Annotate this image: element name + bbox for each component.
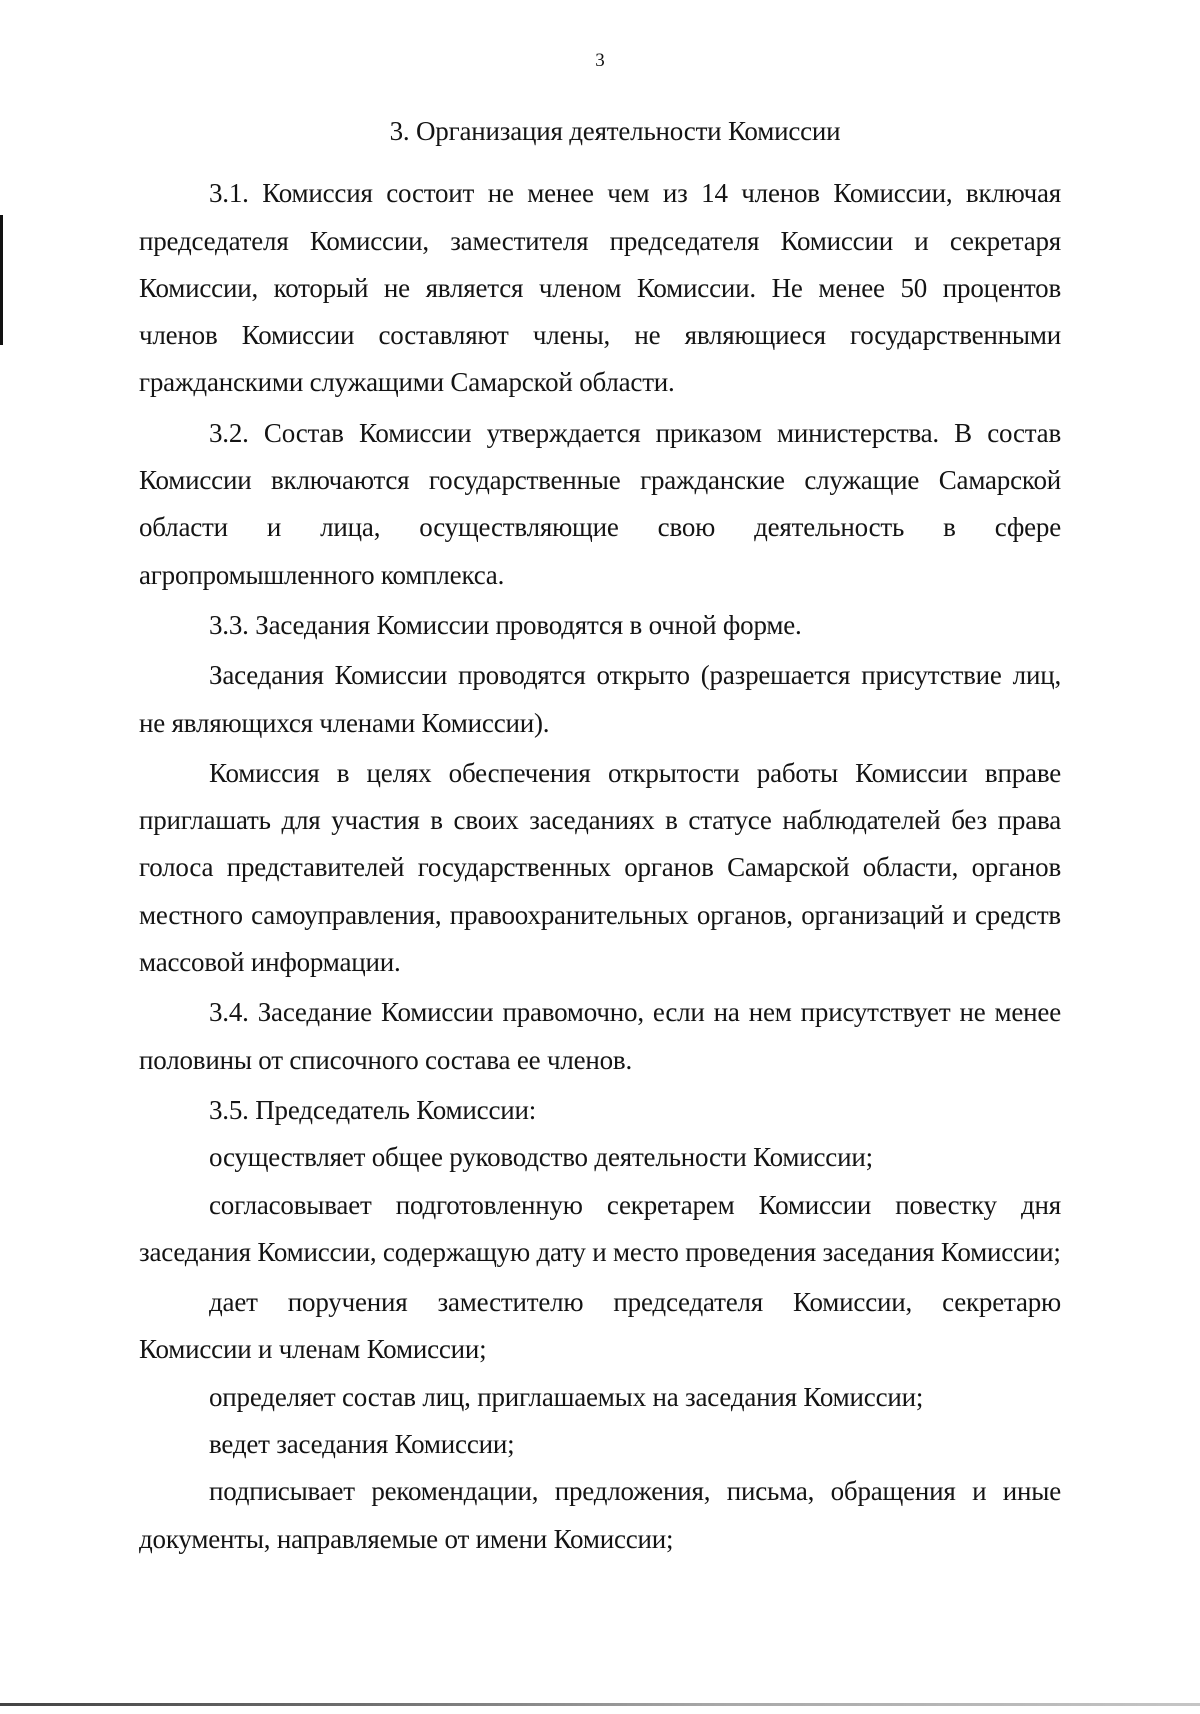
paragraph-observers: Комиссия в целях обеспечения открытости работы Комиссии вправе приглашать для участия в своих заседаниях в статусе наблюдателей без права голоса представителей государственных органов Самарской области, органов местного самоуправления, правоохранительных органов, организаций и средств массовой информации. xyxy=(139,757,1061,978)
paragraph-3-4: 3.4. Заседание Комиссии правомочно, если на нем присутствует не менее половины от списочного состава ее членов. xyxy=(139,997,1061,1075)
paragraph-3-1: 3.1. Комиссия состоит не менее чем из 14 членов Комиссии, включая председателя Комиссии, заместителя председателя Комиссии и секретаря Комиссии, который не является членом Комиссии. Не менее 50 процентов членов Комиссии составляют члены, не являющиеся государственными гражданскими служащими Самарской области. xyxy=(139,178,1061,398)
paragraph-3-3: 3.3. Заседания Комиссии проводятся в очной форме. xyxy=(209,609,802,640)
paragraph-open-meetings: Заседания Комиссии проводятся открыто (разрешается присутствие лиц, не являющихся членами Комиссии). xyxy=(139,660,1061,738)
paragraph-3-2: 3.2. Состав Комиссии утверждается приказом министерства. В состав Комиссии включаются государственные гражданские служащие Самарской области и лица, осуществляющие свою деятельность в сфере агропромышленного комплекса. xyxy=(139,417,1061,590)
paragraph-3-5: 3.5. Председатель Комиссии: xyxy=(209,1094,537,1125)
list-item-chairs-meetings: ведет заседания Комиссии; xyxy=(209,1429,515,1460)
list-item-agenda: согласовывает подготовленную секретарем Комиссии повестку дня заседания Комиссии, содержащую дату и место проведения заседания Комиссии; xyxy=(139,1189,1061,1267)
scan-edge-bottom xyxy=(0,1703,1200,1706)
scan-edge-left xyxy=(0,215,3,345)
section-heading: 3. Организация деятельности Комиссии xyxy=(389,116,841,146)
page-number: 3 xyxy=(595,50,605,71)
list-item-general-management: осуществляет общее руководство деятельности Комиссии; xyxy=(209,1142,873,1173)
document-body xyxy=(139,108,1061,1563)
list-item-invitees: определяет состав лиц, приглашаемых на заседания Комиссии; xyxy=(209,1381,924,1412)
list-item-instructions: дает поручения заместителю председателя Комиссии, секретарю Комиссии и членам Комиссии; xyxy=(139,1287,1061,1365)
list-item-signs-documents: подписывает рекомендации, предложения, письма, обращения и иные документы, направляемые от имени Комиссии; xyxy=(139,1476,1061,1554)
